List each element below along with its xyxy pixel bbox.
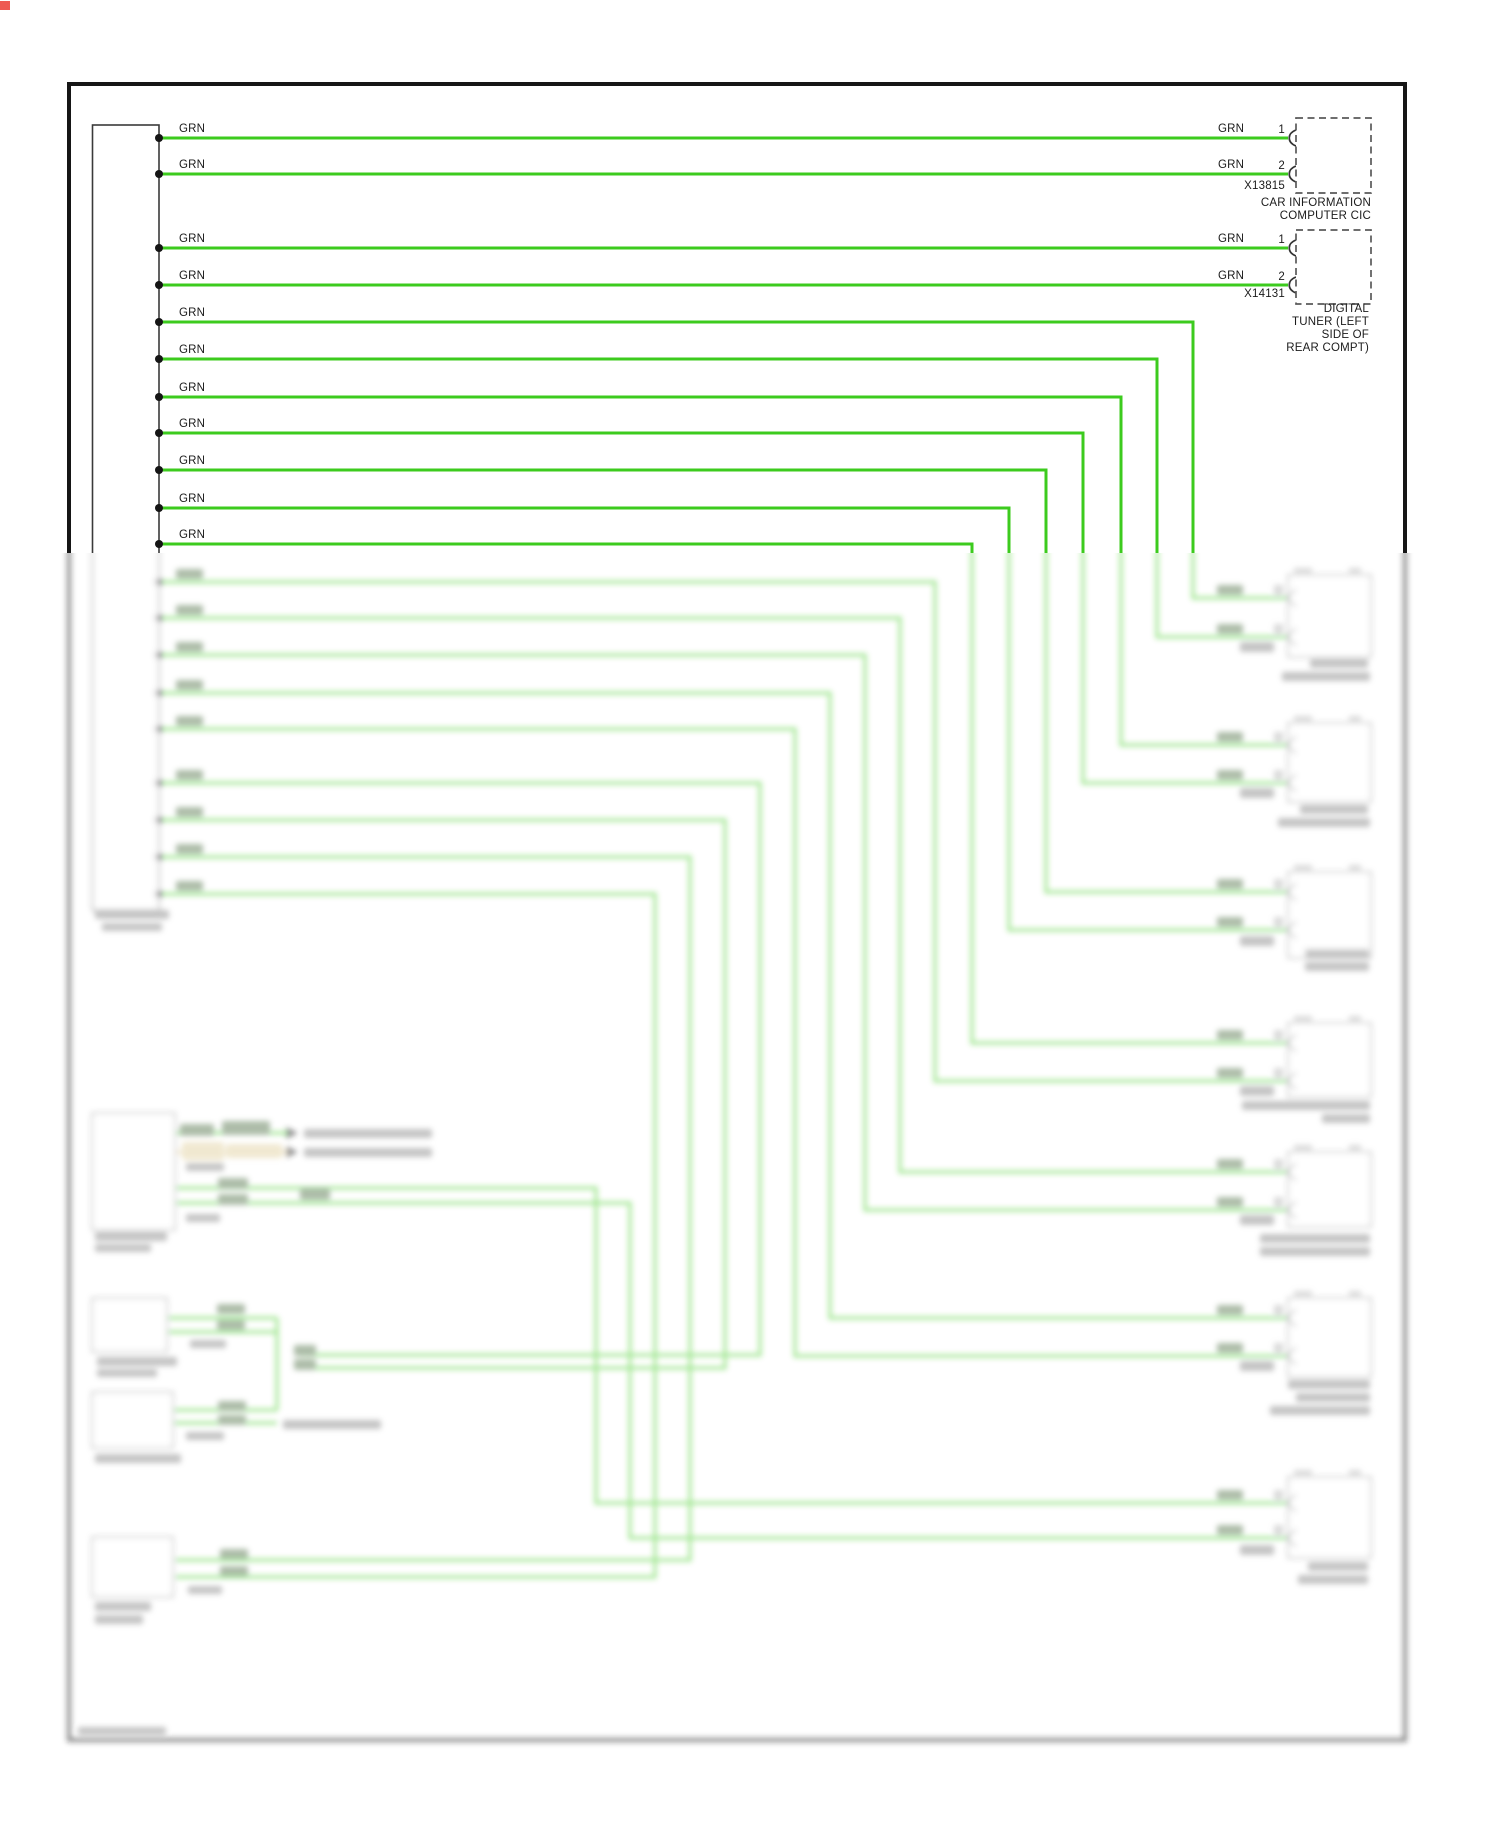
diagram-blurred-layer [0, 1, 1405, 1740]
diagram-sharp-layer [0, 1, 1405, 1740]
